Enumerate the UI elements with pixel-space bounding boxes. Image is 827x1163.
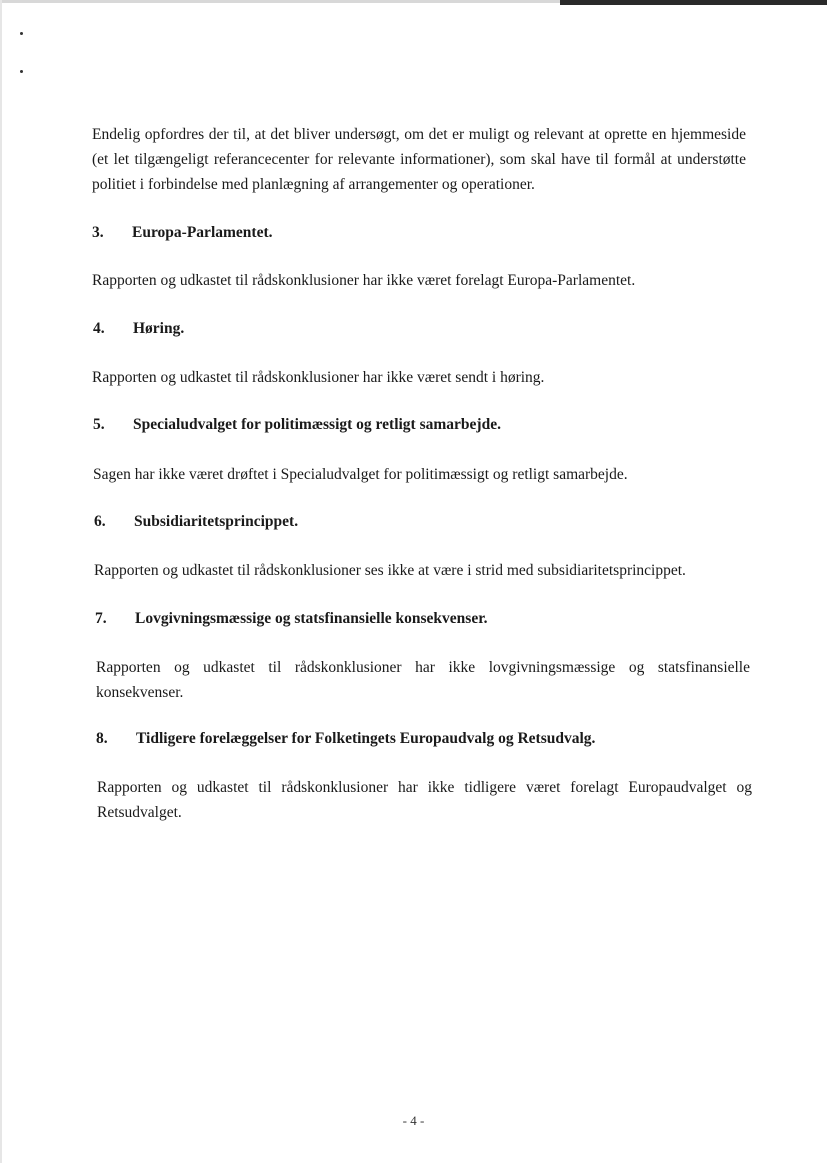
scan-edge-top-right xyxy=(560,0,827,5)
section-number: 5. xyxy=(93,416,105,433)
section-body-5: Sagen har ikke været drøftet i Specialudvalget for politimæssigt og retligt samarbejde. xyxy=(93,466,628,483)
section-title: Subsidiaritetsprincippet. xyxy=(134,513,299,530)
section-heading-4 xyxy=(93,320,184,338)
section-body-6: Rapporten og udkastet til rådskonklusioner ses ikke at være i strid med subsidiaritetsprincippet. xyxy=(94,562,686,579)
section-number: 8. xyxy=(96,730,108,747)
section-heading-7 xyxy=(95,610,488,628)
section-body-8: Rapporten og udkastet til rådskonklusioner har ikke tidligere været forelagt Europaudvalget og Retsudvalget. xyxy=(97,779,752,821)
section-title: Specialudvalget for politimæssigt og retligt samarbejde. xyxy=(133,416,501,433)
section-body-7: Rapporten og udkastet til rådskonklusioner har ikke lovgivningsmæssige og statsfinansielle konsekvenser. xyxy=(96,659,750,701)
section-title: Lovgivningsmæssige og statsfinansielle konsekvenser. xyxy=(135,610,488,627)
scan-speck xyxy=(20,32,23,35)
section-body-3: Rapporten og udkastet til rådskonklusioner har ikke været forelagt Europa-Parlamentet. xyxy=(92,272,636,289)
section-title: Høring. xyxy=(133,320,185,337)
section-heading-6 xyxy=(94,513,298,531)
scan-edge-left xyxy=(0,0,2,1163)
intro-paragraph: Endelig opfordres der til, at det bliver undersøgt, om det er muligt og relevant at oprette en hjemmeside (et let tilgængeligt referancecenter for relevante informationer), som skal have til formål at understøtte politiet i forbindelse med planlægning af arrangementer og operationer. xyxy=(92,126,746,193)
section-number: 6. xyxy=(94,513,106,530)
section-heading-3 xyxy=(92,224,272,242)
section-number: 3. xyxy=(92,224,104,241)
page-number: - 4 - xyxy=(402,1113,425,1128)
section-body-4: Rapporten og udkastet til rådskonklusioner har ikke været sendt i høring. xyxy=(92,369,545,386)
section-number: 4. xyxy=(93,320,105,337)
section-heading-8 xyxy=(96,730,595,748)
section-number: 7. xyxy=(95,610,107,627)
section-title: Tidligere forelæggelser for Folketingets Europaudvalg og Retsudvalg. xyxy=(136,730,596,747)
scan-speck xyxy=(20,70,23,73)
section-title: Europa-Parlamentet. xyxy=(132,224,273,241)
section-heading-5 xyxy=(93,416,501,434)
